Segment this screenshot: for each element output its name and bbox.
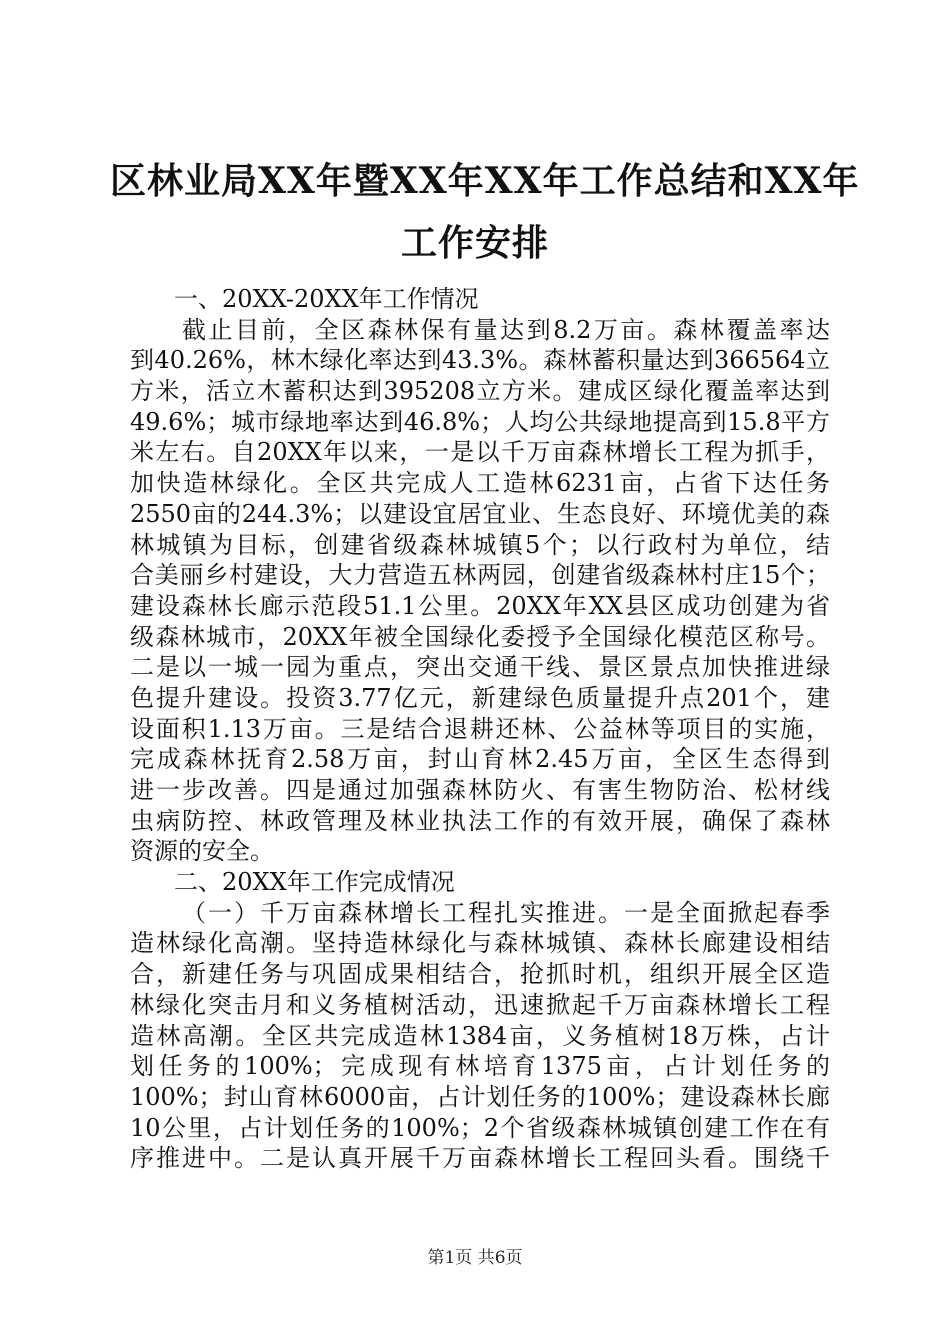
paragraph-line: 色提升建设。投资3.77亿元，新建绿色质量提升点201个，建: [130, 683, 830, 712]
paragraph-line: 林城镇为目标，创建省级森林城镇5个；以行政村为单位，结: [130, 530, 830, 559]
section-heading-2: 二、20XX年工作完成情况: [174, 868, 455, 897]
paragraph-line: 100%；封山育林6000亩，占计划任务的100%；建设森林长廊: [130, 1082, 830, 1111]
paragraph-line: 序推进中。二是认真开展千万亩森林增长工程回头看。围绕千: [130, 1144, 830, 1173]
paragraph-line: （一）千万亩森林增长工程扎实推进。一是全面掀起春季: [182, 898, 830, 927]
section-heading-1: 一、20XX-20XX年工作情况: [174, 285, 479, 313]
paragraph-line: 资源的安全。: [130, 837, 274, 866]
paragraph-line: 米左右。自20XX年以来，一是以千万亩森林增长工程为抓手，: [130, 438, 830, 467]
paragraph-line: 方米，活立木蓄积达到395208立方米。建成区绿化覆盖率达到: [130, 377, 830, 406]
paragraph-line: 完成森林抚育2.58万亩，封山育林2.45万亩，全区生态得到: [130, 745, 830, 774]
paragraph-line: 建设森林长廊示范段51.1公里。20XX年XX县区成功创建为省: [130, 591, 830, 620]
paragraph-line: 设面积1.13万亩。三是结合退耕还林、公益林等项目的实施，: [130, 714, 830, 743]
paragraph-line: 合，新建任务与巩固成果相结合，抢抓时机，组织开展全区造: [130, 960, 830, 989]
paragraph-line: 10公里，占计划任务的100%；2个省级森林城镇创建工作在有: [130, 1113, 830, 1142]
paragraph-line: 截止目前，全区森林保有量达到8.2万亩。森林覆盖率达: [182, 315, 830, 344]
document-title-line-2: 工作安排: [400, 222, 549, 264]
paragraph-line: 进一步改善。四是通过加强森林防火、有害生物防治、松材线: [130, 776, 830, 804]
document-title-line-1: 区林业局XX年暨XX年XX年工作总结和XX年: [110, 160, 860, 202]
paragraph-line: 级森林城市，20XX年被全国绿化委授予全国绿化模范区称号。: [130, 622, 830, 651]
paragraph-line: 虫病防控、林政管理及林业执法工作的有效开展，确保了森林: [130, 806, 830, 835]
paragraph-line: 加快造林绿化。全区共完成人工造林6231亩，占省下达任务: [130, 469, 830, 498]
paragraph-line: 到40.26%，林木绿化率达到43.3%。森林蓄积量达到366564立: [130, 346, 830, 375]
paragraph-line: 造林绿化高潮。坚持造林绿化与森林城镇、森林长廊建设相结: [130, 929, 830, 958]
page-number-footer: 第1页 共6页: [427, 1248, 523, 1268]
paragraph-line: 二是以一城一园为重点，突出交通干线、景区景点加快推进绿: [130, 653, 830, 682]
paragraph-line: 林绿化突击月和义务植树活动，迅速掀起千万亩森林增长工程: [130, 990, 830, 1019]
paragraph-line: 2550亩的244.3%；以建设宜居宜业、生态良好、环境优美的森: [130, 499, 830, 528]
document-body: [130, 284, 830, 1174]
paragraph-line: 49.6%；城市绿地率达到46.8%；人均公共绿地提高到15.8平方: [130, 407, 830, 436]
paragraph-line: 划任务的100%；完成现有林培育1375亩，占计划任务的: [130, 1052, 830, 1081]
paragraph-line: 造林高潮。全区共完成造林1384亩，义务植树18万株，占计: [130, 1021, 830, 1050]
paragraph-line: 合美丽乡村建设，大力营造五林两园，创建省级森林村庄15个；: [130, 561, 830, 590]
